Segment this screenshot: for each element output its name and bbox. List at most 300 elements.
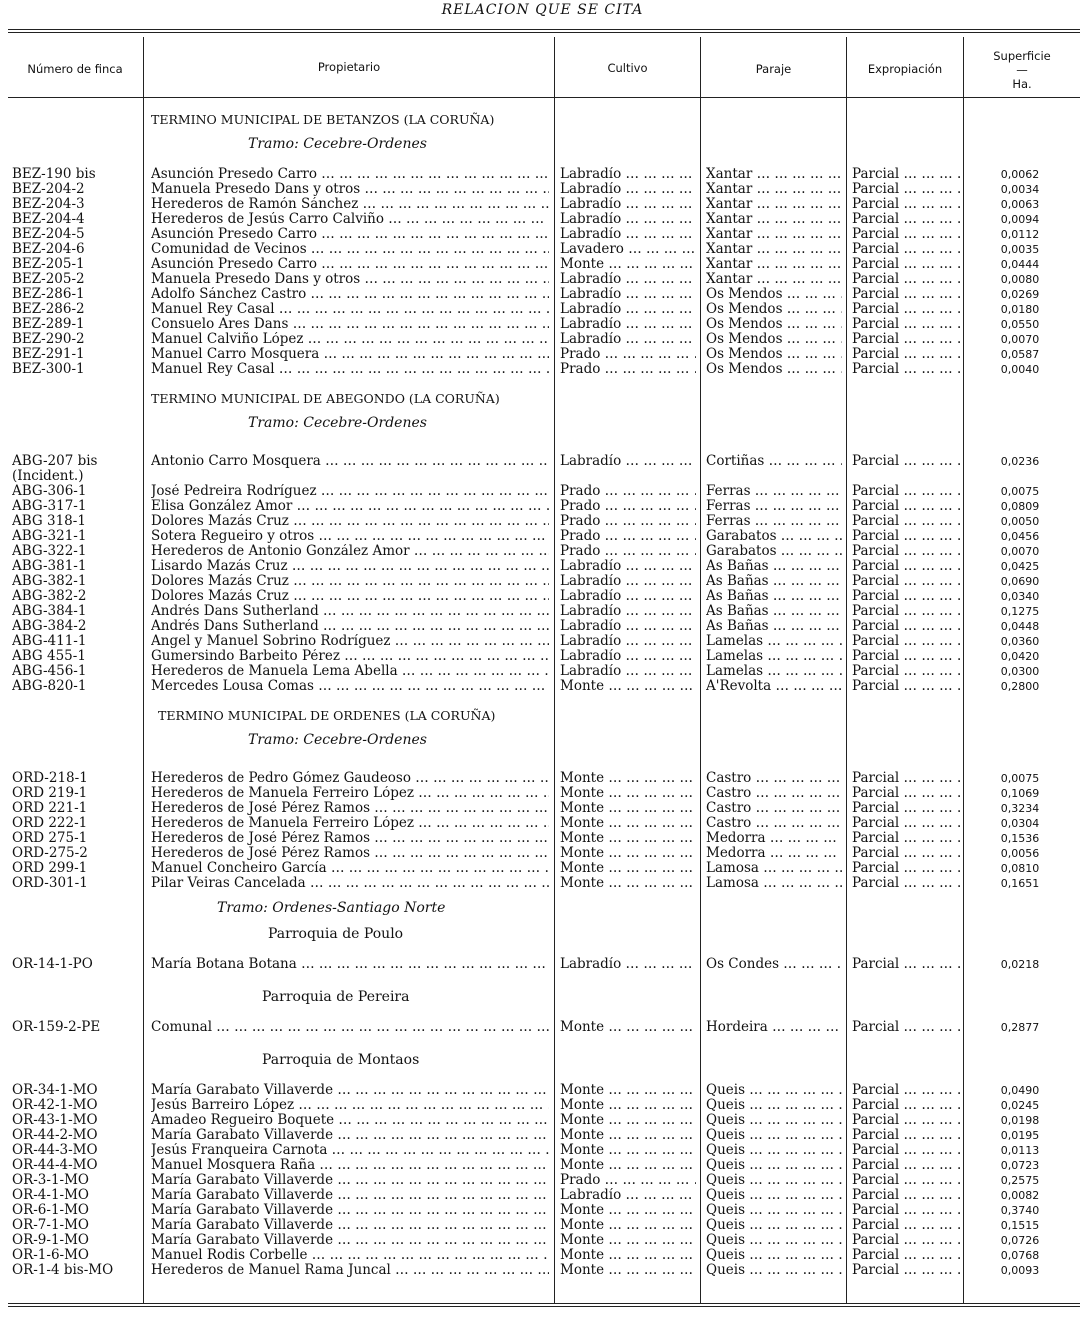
cell-superficie: 0,0075 [1000, 772, 1040, 785]
cell-superficie: 0,0218 [1000, 958, 1040, 971]
spacer [0, 1278, 1085, 1286]
cell-cultivo: Labradío … … … … … … … … … … … … … … … … … … … … … … … … … … … … [560, 619, 696, 634]
termino-heading [0, 391, 1085, 406]
parroquia-heading [0, 988, 1085, 1006]
cell-superficie: 0,0080 [1000, 273, 1040, 286]
cell-numero-finca: OR-9-1-MO [12, 1233, 89, 1248]
cell-superficie: 0,1069 [1000, 787, 1040, 800]
spacer [0, 1043, 1085, 1051]
cell-paraje: Queis … … … … … … … … … … … … … … … … … … … … … … … … … … … … [706, 1263, 842, 1278]
cell-paraje: Xantar … … … … … … … … … … … … … … … … … … … … … … … … … … … … [706, 167, 842, 182]
cell-cultivo: Labradío … … … … … … … … … … … … … … … … … … … … … … … … … … … … [560, 227, 696, 242]
table-row [0, 514, 1085, 529]
cell-numero-finca: ABG-381-1 [12, 559, 87, 574]
cell-paraje: Xantar … … … … … … … … … … … … … … … … … … … … … … … … … … … … [706, 212, 842, 227]
cell-paraje: Lamelas … … … … … … … … … … … … … … … … … … … … … … … … … … … … [706, 649, 842, 664]
table-row [0, 272, 1085, 287]
cell-propietario: Herederos de Manuela Ferreiro López … … … … … … … … … … … … … … … … … … … … … … … … … … … … [151, 816, 549, 831]
tramo-heading-text: Tramo: Cecebre-Ordenes [248, 732, 427, 748]
cell-expropiacion: Parcial … … … … … … … … … … … … … … … … … … … … … … … … … … … … [852, 454, 960, 469]
cell-propietario: Antonio Carro Mosquera … … … … … … … … … … … … … … … … … … … … … … … … … … … … [151, 454, 549, 469]
table-row [0, 1203, 1085, 1218]
cell-expropiacion: Parcial … … … … … … … … … … … … … … … … … … … … … … … … … … … … [852, 816, 960, 831]
table-row [0, 1218, 1085, 1233]
table-row [0, 876, 1085, 891]
spacer [0, 406, 1085, 414]
cell-paraje: Castro … … … … … … … … … … … … … … … … … … … … … … … … … … … … [706, 816, 842, 831]
cell-propietario: Manuel Rey Casal … … … … … … … … … … … … … … … … … … … … … … … … … … … … [151, 362, 549, 377]
cell-expropiacion: Parcial … … … … … … … … … … … … … … … … … … … … … … … … … … … … [852, 589, 960, 604]
table-row [0, 454, 1085, 469]
cell-cultivo: Monte … … … … … … … … … … … … … … … … … … … … … … … … … … … … [560, 771, 696, 786]
table-row [0, 816, 1085, 831]
cell-numero-finca: ABG 318-1 [12, 514, 86, 529]
cell-propietario: María Botana Botana … … … … … … … … … … … … … … … … … … … … … … … … … … … … [151, 957, 549, 972]
cell-paraje: Queis … … … … … … … … … … … … … … … … … … … … … … … … … … … … [706, 1158, 842, 1173]
cell-expropiacion: Parcial … … … … … … … … … … … … … … … … … … … … … … … … … … … … [852, 1263, 960, 1278]
cell-paraje: Lamosa … … … … … … … … … … … … … … … … … … … … … … … … … … … … [706, 876, 842, 891]
cell-superficie: 0,0444 [1000, 258, 1040, 271]
cell-superficie: 0,0063 [1000, 198, 1040, 211]
cell-numero-finca: OR-3-1-MO [12, 1173, 89, 1188]
spacer [0, 1069, 1085, 1083]
table-row [0, 649, 1085, 664]
cell-cultivo: Labradío … … … … … … … … … … … … … … … … … … … … … … … … … … … … [560, 302, 696, 317]
cell-expropiacion: Parcial … … … … … … … … … … … … … … … … … … … … … … … … … … … … [852, 1248, 960, 1263]
cell-propietario: Consuelo Ares Dans … … … … … … … … … … … … … … … … … … … … … … … … … … … … [151, 317, 549, 332]
cell-expropiacion: Parcial … … … … … … … … … … … … … … … … … … … … … … … … … … … … [852, 1098, 960, 1113]
cell-cultivo: Labradío … … … … … … … … … … … … … … … … … … … … … … … … … … … … [560, 287, 696, 302]
cell-superficie: 0,0236 [1000, 455, 1040, 468]
tramo-heading [0, 899, 1085, 917]
tramo-heading [0, 414, 1085, 432]
spacer [0, 153, 1085, 167]
cell-superficie: 0,0035 [1000, 243, 1040, 256]
table-row [0, 332, 1085, 347]
cell-cultivo: Monte … … … … … … … … … … … … … … … … … … … … … … … … … … … … [560, 1203, 696, 1218]
cell-superficie: 0,0456 [1000, 530, 1040, 543]
cell-superficie: 0,0113 [1000, 1144, 1040, 1157]
spacer [0, 980, 1085, 988]
cell-propietario: María Garabato Villaverde … … … … … … … … … … … … … … … … … … … … … … … … … … … … [151, 1203, 549, 1218]
cell-propietario: María Garabato Villaverde … … … … … … … … … … … … … … … … … … … … … … … … … … … … [151, 1173, 549, 1188]
cell-superficie: 0,0587 [1000, 348, 1040, 361]
table-row [0, 589, 1085, 604]
cell-numero-finca: ABG-382-2 [12, 589, 87, 604]
cell-numero-finca: ORD-301-1 [12, 876, 88, 891]
cell-numero-finca: BEZ-290-2 [12, 332, 85, 347]
cell-expropiacion: Parcial … … … … … … … … … … … … … … … … … … … … … … … … … … … … [852, 604, 960, 619]
cell-paraje: Ferras … … … … … … … … … … … … … … … … … … … … … … … … … … … … [706, 484, 842, 499]
cell-numero-finca: BEZ-204-2 [12, 182, 85, 197]
cell-expropiacion: Parcial … … … … … … … … … … … … … … … … … … … … … … … … … … … … [852, 1083, 960, 1098]
cell-cultivo: Labradío … … … … … … … … … … … … … … … … … … … … … … … … … … … … [560, 212, 696, 227]
cell-numero-finca: OR-1-4 bis-MO [12, 1263, 114, 1278]
cell-expropiacion: Parcial … … … … … … … … … … … … … … … … … … … … … … … … … … … … [852, 272, 960, 287]
page-title: RELACION QUE SE CITA [441, 2, 644, 18]
cell-expropiacion: Parcial … … … … … … … … … … … … … … … … … … … … … … … … … … … … [852, 634, 960, 649]
cell-superficie: 0,0269 [1000, 288, 1040, 301]
cell-expropiacion: Parcial … … … … … … … … … … … … … … … … … … … … … … … … … … … … [852, 619, 960, 634]
cell-cultivo: Labradío … … … … … … … … … … … … … … … … … … … … … … … … … … … … [560, 957, 696, 972]
cell-numero-finca: BEZ-286-1 [12, 287, 85, 302]
table-row [0, 1173, 1085, 1188]
cell-numero-finca: BEZ-204-6 [12, 242, 85, 257]
cell-cultivo: Prado … … … … … … … … … … … … … … … … … … … … … … … … … … … … [560, 544, 696, 559]
cell-paraje: As Bañas … … … … … … … … … … … … … … … … … … … … … … … … … … … … [706, 574, 842, 589]
cell-expropiacion: Parcial … … … … … … … … … … … … … … … … … … … … … … … … … … … … [852, 302, 960, 317]
cell-propietario: Manuel Mosquera Raña … … … … … … … … … … … … … … … … … … … … … … … … … … … … [151, 1158, 549, 1173]
cell-propietario: Amadeo Regueiro Boquete … … … … … … … … … … … … … … … … … … … … … … … … … … … … [151, 1113, 549, 1128]
header-paraje: Paraje [755, 62, 792, 76]
cell-numero-finca: ORD 222-1 [12, 816, 88, 831]
cell-cultivo: Labradío … … … … … … … … … … … … … … … … … … … … … … … … … … … … [560, 197, 696, 212]
cell-cultivo: Prado … … … … … … … … … … … … … … … … … … … … … … … … … … … … [560, 514, 696, 529]
cell-paraje: Queis … … … … … … … … … … … … … … … … … … … … … … … … … … … … [706, 1173, 842, 1188]
cell-numero-finca: ABG 455-1 [12, 649, 86, 664]
cell-propietario: Asunción Presedo Carro … … … … … … … … … … … … … … … … … … … … … … … … … … … … [151, 257, 549, 272]
cell-numero-finca: ABG-321-1 [12, 529, 87, 544]
cell-superficie: 0,0768 [1000, 1249, 1040, 1262]
cell-propietario: Manuela Presedo Dans y otros … … … … … … … … … … … … … … … … … … … … … … … … … … … … [151, 272, 549, 287]
cell-superficie: 0,0070 [1000, 333, 1040, 346]
header-superficie-sep: — [1016, 63, 1028, 77]
parroquia-heading [0, 925, 1085, 943]
spacer [0, 723, 1085, 731]
cell-propietario: Manuel Concheiro García … … … … … … … … … … … … … … … … … … … … … … … … … … … … [151, 861, 549, 876]
cell-propietario: María Garabato Villaverde … … … … … … … … … … … … … … … … … … … … … … … … … … … … [151, 1233, 549, 1248]
spacer [0, 1035, 1085, 1043]
cell-propietario: Dolores Mazás Cruz … … … … … … … … … … … … … … … … … … … … … … … … … … … … [151, 574, 549, 589]
table-row [0, 559, 1085, 574]
cell-paraje: Os Mendos … … … … … … … … … … … … … … … … … … … … … … … … … … … … [706, 332, 842, 347]
cell-paraje: Os Mendos … … … … … … … … … … … … … … … … … … … … … … … … … … … … [706, 302, 842, 317]
spacer [0, 891, 1085, 899]
table-row [0, 634, 1085, 649]
cell-paraje: Xantar … … … … … … … … … … … … … … … … … … … … … … … … … … … … [706, 227, 842, 242]
table-row [0, 846, 1085, 861]
cell-propietario: Andrés Dans Sutherland … … … … … … … … … … … … … … … … … … … … … … … … … … … … [151, 619, 549, 634]
cell-cultivo: Monte … … … … … … … … … … … … … … … … … … … … … … … … … … … … [560, 861, 696, 876]
header-superficie [964, 49, 1080, 91]
cell-expropiacion: Parcial … … … … … … … … … … … … … … … … … … … … … … … … … … … … [852, 514, 960, 529]
cell-superficie: 0,1536 [1000, 832, 1040, 845]
table-row [0, 197, 1085, 212]
table-row [0, 957, 1085, 972]
cell-paraje: Medorra … … … … … … … … … … … … … … … … … … … … … … … … … … … … [706, 846, 842, 861]
cell-expropiacion: Parcial … … … … … … … … … … … … … … … … … … … … … … … … … … … … [852, 242, 960, 257]
cell-cultivo: Labradío … … … … … … … … … … … … … … … … … … … … … … … … … … … … [560, 589, 696, 604]
cell-superficie: 0,0198 [1000, 1114, 1040, 1127]
cell-numero-finca: ORD 275-1 [12, 831, 88, 846]
table-row [0, 1020, 1085, 1035]
cell-cultivo: Monte … … … … … … … … … … … … … … … … … … … … … … … … … … … … [560, 876, 696, 891]
cell-propietario: Herederos de Ramón Sánchez … … … … … … … … … … … … … … … … … … … … … … … … … … … … [151, 197, 549, 212]
cell-paraje: As Bañas … … … … … … … … … … … … … … … … … … … … … … … … … … … … [706, 604, 842, 619]
bottom-rule-double [8, 1306, 1080, 1307]
cell-cultivo: Labradío … … … … … … … … … … … … … … … … … … … … … … … … … … … … [560, 182, 696, 197]
cell-superficie: 0,0726 [1000, 1234, 1040, 1247]
cell-cultivo: Prado … … … … … … … … … … … … … … … … … … … … … … … … … … … … [560, 499, 696, 514]
table-row [0, 182, 1085, 197]
table-row [0, 664, 1085, 679]
cell-cultivo: Prado … … … … … … … … … … … … … … … … … … … … … … … … … … … … [560, 362, 696, 377]
cell-cultivo: Labradío … … … … … … … … … … … … … … … … … … … … … … … … … … … … [560, 649, 696, 664]
cell-paraje: Garabatos … … … … … … … … … … … … … … … … … … … … … … … … … … … … [706, 529, 842, 544]
cell-propietario: Pilar Veiras Cancelada … … … … … … … … … … … … … … … … … … … … … … … … … … … … [151, 876, 549, 891]
cell-propietario: José Pedreira Rodríguez … … … … … … … … … … … … … … … … … … … … … … … … … … … … [151, 484, 549, 499]
cell-expropiacion: Parcial … … … … … … … … … … … … … … … … … … … … … … … … … … … … [852, 227, 960, 242]
cell-expropiacion: Parcial … … … … … … … … … … … … … … … … … … … … … … … … … … … … [852, 332, 960, 347]
spacer [0, 127, 1085, 135]
cell-paraje: Queis … … … … … … … … … … … … … … … … … … … … … … … … … … … … [706, 1203, 842, 1218]
cell-paraje: Garabatos … … … … … … … … … … … … … … … … … … … … … … … … … … … … [706, 544, 842, 559]
cell-paraje: Xantar … … … … … … … … … … … … … … … … … … … … … … … … … … … … [706, 257, 842, 272]
cell-expropiacion: Parcial … … … … … … … … … … … … … … … … … … … … … … … … … … … … [852, 1113, 960, 1128]
table-row [0, 362, 1085, 377]
cell-expropiacion: Parcial … … … … … … … … … … … … … … … … … … … … … … … … … … … … [852, 876, 960, 891]
cell-superficie: 0,0420 [1000, 650, 1040, 663]
table-row [0, 1233, 1085, 1248]
cell-cultivo: Monte … … … … … … … … … … … … … … … … … … … … … … … … … … … … [560, 1263, 696, 1278]
cell-cultivo: Monte … … … … … … … … … … … … … … … … … … … … … … … … … … … … [560, 1143, 696, 1158]
cell-paraje: Xantar … … … … … … … … … … … … … … … … … … … … … … … … … … … … [706, 197, 842, 212]
header-expropiacion: Expropiación [867, 62, 943, 76]
cell-superficie: 0,0062 [1000, 168, 1040, 181]
cell-numero-finca: ABG-207 bis [12, 454, 98, 469]
header-rule [8, 97, 1080, 98]
cell-cultivo: Monte … … … … … … … … … … … … … … … … … … … … … … … … … … … … [560, 1098, 696, 1113]
cell-cultivo: Monte … … … … … … … … … … … … … … … … … … … … … … … … … … … … [560, 1248, 696, 1263]
cell-superficie: 0,0195 [1000, 1129, 1040, 1142]
cell-cultivo: Labradío … … … … … … … … … … … … … … … … … … … … … … … … … … … … [560, 604, 696, 619]
cell-numero-finca: OR-43-1-MO [12, 1113, 98, 1128]
cell-numero-finca: ABG-382-1 [12, 574, 87, 589]
cell-numero-finca: ABG-456-1 [12, 664, 87, 679]
cell-cultivo: Labradío … … … … … … … … … … … … … … … … … … … … … … … … … … … … [560, 332, 696, 347]
table-row [0, 499, 1085, 514]
cell-propietario: Herederos de José Pérez Ramos … … … … … … … … … … … … … … … … … … … … … … … … … … … … [151, 846, 549, 861]
cell-propietario: Herederos de José Pérez Ramos … … … … … … … … … … … … … … … … … … … … … … … … … … … … [151, 801, 549, 816]
spacer [0, 1006, 1085, 1020]
cell-expropiacion: Parcial … … … … … … … … … … … … … … … … … … … … … … … … … … … … [852, 559, 960, 574]
cell-superficie: 0,0690 [1000, 575, 1040, 588]
cell-paraje: Queis … … … … … … … … … … … … … … … … … … … … … … … … … … … … [706, 1248, 842, 1263]
cell-expropiacion: Parcial … … … … … … … … … … … … … … … … … … … … … … … … … … … … [852, 257, 960, 272]
cell-propietario: Andrés Dans Sutherland … … … … … … … … … … … … … … … … … … … … … … … … … … … … [151, 604, 549, 619]
spacer [0, 972, 1085, 980]
spacer [0, 763, 1085, 771]
cell-cultivo: Monte … … … … … … … … … … … … … … … … … … … … … … … … … … … … [560, 1128, 696, 1143]
cell-paraje: Os Mendos … … … … … … … … … … … … … … … … … … … … … … … … … … … … [706, 362, 842, 377]
cell-propietario: Dolores Mazás Cruz … … … … … … … … … … … … … … … … … … … … … … … … … … … … [151, 514, 549, 529]
cell-expropiacion: Parcial … … … … … … … … … … … … … … … … … … … … … … … … … … … … [852, 861, 960, 876]
table-row [0, 786, 1085, 801]
cell-propietario: Asunción Presedo Carro … … … … … … … … … … … … … … … … … … … … … … … … … … … … [151, 227, 549, 242]
table-row [0, 604, 1085, 619]
spacer [0, 749, 1085, 763]
cell-expropiacion: Parcial … … … … … … … … … … … … … … … … … … … … … … … … … … … … [852, 212, 960, 227]
cell-numero-finca: BEZ-204-3 [12, 197, 85, 212]
cell-superficie: 0,0360 [1000, 635, 1040, 648]
termino-heading-text: TERMINO MUNICIPAL DE ORDENES (LA CORUÑA) [158, 708, 496, 723]
spacer [0, 943, 1085, 957]
tramo-heading [0, 135, 1085, 153]
cell-paraje: Hordeira … … … … … … … … … … … … … … … … … … … … … … … … … … … … [706, 1020, 842, 1035]
cell-paraje: Queis … … … … … … … … … … … … … … … … … … … … … … … … … … … … [706, 1128, 842, 1143]
cell-expropiacion: Parcial … … … … … … … … … … … … … … … … … … … … … … … … … … … … [852, 347, 960, 362]
cell-numero-finca: BEZ-286-2 [12, 302, 85, 317]
cell-numero-finca: OR-42-1-MO [12, 1098, 98, 1113]
cell-paraje: As Bañas … … … … … … … … … … … … … … … … … … … … … … … … … … … … [706, 619, 842, 634]
cell-expropiacion: Parcial … … … … … … … … … … … … … … … … … … … … … … … … … … … … [852, 544, 960, 559]
cell-numero-finca: ABG-820-1 [12, 679, 87, 694]
cell-numero-finca: BEZ-291-1 [12, 347, 85, 362]
cell-numero-finca: OR-44-2-MO [12, 1128, 98, 1143]
cell-propietario: María Garabato Villaverde … … … … … … … … … … … … … … … … … … … … … … … … … … … … [151, 1218, 549, 1233]
table-row [0, 1158, 1085, 1173]
cell-numero-finca: ORD 221-1 [12, 801, 88, 816]
cell-paraje: Castro … … … … … … … … … … … … … … … … … … … … … … … … … … … … [706, 786, 842, 801]
cell-cultivo: Monte … … … … … … … … … … … … … … … … … … … … … … … … … … … … [560, 1020, 696, 1035]
cell-expropiacion: Parcial … … … … … … … … … … … … … … … … … … … … … … … … … … … … [852, 362, 960, 377]
cell-superficie: 0,0425 [1000, 560, 1040, 573]
cell-paraje: Lamelas … … … … … … … … … … … … … … … … … … … … … … … … … … … … [706, 664, 842, 679]
parroquia-heading [0, 1051, 1085, 1069]
cell-expropiacion: Parcial … … … … … … … … … … … … … … … … … … … … … … … … … … … … [852, 1143, 960, 1158]
cell-superficie: 0,0056 [1000, 847, 1040, 860]
cell-paraje: Xantar … … … … … … … … … … … … … … … … … … … … … … … … … … … … [706, 272, 842, 287]
table-row [0, 257, 1085, 272]
cell-propietario: Asunción Presedo Carro … … … … … … … … … … … … … … … … … … … … … … … … … … … … [151, 167, 549, 182]
cell-propietario: Herederos de José Pérez Ramos … … … … … … … … … … … … … … … … … … … … … … … … … … … … [151, 831, 549, 846]
cell-cultivo: Labradío … … … … … … … … … … … … … … … … … … … … … … … … … … … … [560, 574, 696, 589]
cell-propietario: Manuel Rodis Corbelle … … … … … … … … … … … … … … … … … … … … … … … … … … … … [151, 1248, 549, 1263]
cell-expropiacion: Parcial … … … … … … … … … … … … … … … … … … … … … … … … … … … … [852, 649, 960, 664]
cell-propietario: Herederos de Manuela Lema Abella … … … … … … … … … … … … … … … … … … … … … … … … … … … … [151, 664, 549, 679]
cell-cultivo: Lavadero … … … … … … … … … … … … … … … … … … … … … … … … … … … … [560, 242, 696, 257]
tramo-heading-text: Tramo: Ordenes-Santiago Norte [217, 900, 446, 916]
table-row [0, 1098, 1085, 1113]
cell-superficie: 0,0340 [1000, 590, 1040, 603]
cell-paraje: Os Mendos … … … … … … … … … … … … … … … … … … … … … … … … … … … … [706, 287, 842, 302]
cell-paraje: As Bañas … … … … … … … … … … … … … … … … … … … … … … … … … … … … [706, 589, 842, 604]
cell-cultivo: Monte … … … … … … … … … … … … … … … … … … … … … … … … … … … … [560, 816, 696, 831]
cell-superficie: 0,0300 [1000, 665, 1040, 678]
table-row [0, 801, 1085, 816]
cell-cultivo: Monte … … … … … … … … … … … … … … … … … … … … … … … … … … … … [560, 846, 696, 861]
table-row [0, 317, 1085, 332]
table-row [0, 227, 1085, 242]
parroquia-heading-text: Parroquia de Pereira [262, 989, 410, 1005]
table-row [0, 771, 1085, 786]
table-row [0, 1083, 1085, 1098]
parroquia-heading-text: Parroquia de Poulo [268, 926, 404, 942]
header-propietario: Propietario [317, 60, 381, 74]
spacer [0, 917, 1085, 925]
table-row [0, 287, 1085, 302]
cell-expropiacion: Parcial … … … … … … … … … … … … … … … … … … … … … … … … … … … … [852, 1173, 960, 1188]
cell-superficie: 0,0723 [1000, 1159, 1040, 1172]
cell-propietario: Manuel Carro Mosquera … … … … … … … … … … … … … … … … … … … … … … … … … … … … [151, 347, 549, 362]
table-row [0, 347, 1085, 362]
cell-propietario: Herederos de Antonio González Amor … … … … … … … … … … … … … … … … … … … … … … … … … … … … [151, 544, 549, 559]
cell-cultivo: Monte … … … … … … … … … … … … … … … … … … … … … … … … … … … … [560, 1158, 696, 1173]
cell-numero-finca: BEZ-289-1 [12, 317, 85, 332]
cell-superficie: 0,0810 [1000, 862, 1040, 875]
cell-propietario: Adolfo Sánchez Castro … … … … … … … … … … … … … … … … … … … … … … … … … … … … [151, 287, 549, 302]
cell-numero-finca: OR-7-1-MO [12, 1218, 89, 1233]
cell-cultivo: Labradío … … … … … … … … … … … … … … … … … … … … … … … … … … … … [560, 664, 696, 679]
cell-cultivo: Prado … … … … … … … … … … … … … … … … … … … … … … … … … … … … [560, 1173, 696, 1188]
top-rule-double [8, 32, 1080, 33]
cell-numero-finca: BEZ-300-1 [12, 362, 85, 377]
parroquia-heading-text: Parroquia de Montaos [262, 1052, 420, 1068]
cell-numero-finca: (Incident.) [12, 469, 84, 484]
table-row [0, 619, 1085, 634]
table-row [0, 1188, 1085, 1203]
cell-expropiacion: Parcial … … … … … … … … … … … … … … … … … … … … … … … … … … … … [852, 679, 960, 694]
cell-superficie: 0,1275 [1000, 605, 1040, 618]
cell-cultivo: Monte … … … … … … … … … … … … … … … … … … … … … … … … … … … … [560, 831, 696, 846]
cell-propietario: Manuela Presedo Dans y otros … … … … … … … … … … … … … … … … … … … … … … … … … … … … [151, 182, 549, 197]
cell-paraje: Xantar … … … … … … … … … … … … … … … … … … … … … … … … … … … … [706, 182, 842, 197]
table-row [0, 861, 1085, 876]
cell-expropiacion: Parcial … … … … … … … … … … … … … … … … … … … … … … … … … … … … [852, 1218, 960, 1233]
cell-paraje: Xantar … … … … … … … … … … … … … … … … … … … … … … … … … … … … [706, 242, 842, 257]
cell-numero-finca: ORD-218-1 [12, 771, 88, 786]
termino-heading [0, 112, 1085, 127]
cell-cultivo: Prado … … … … … … … … … … … … … … … … … … … … … … … … … … … … [560, 347, 696, 362]
cell-paraje: Lamelas … … … … … … … … … … … … … … … … … … … … … … … … … … … … [706, 634, 842, 649]
cell-propietario: Herederos de Manuela Ferreiro López … … … … … … … … … … … … … … … … … … … … … … … … … … … … [151, 786, 549, 801]
cell-cultivo: Prado … … … … … … … … … … … … … … … … … … … … … … … … … … … … [560, 529, 696, 544]
cell-expropiacion: Parcial … … … … … … … … … … … … … … … … … … … … … … … … … … … … [852, 1020, 960, 1035]
termino-heading [0, 708, 1085, 723]
cell-numero-finca: OR-34-1-MO [12, 1083, 98, 1098]
bottom-rule [8, 1303, 1080, 1304]
cell-numero-finca: BEZ-205-2 [12, 272, 85, 287]
cell-cultivo: Prado … … … … … … … … … … … … … … … … … … … … … … … … … … … … [560, 484, 696, 499]
cell-superficie: 0,2800 [1000, 680, 1040, 693]
table-row [0, 529, 1085, 544]
cell-cultivo: Labradío … … … … … … … … … … … … … … … … … … … … … … … … … … … … [560, 317, 696, 332]
spacer [0, 377, 1085, 391]
cell-numero-finca: ABG-317-1 [12, 499, 87, 514]
cell-superficie: 0,0809 [1000, 500, 1040, 513]
cell-numero-finca: ABG-306-1 [12, 484, 87, 499]
cell-paraje: Os Mendos … … … … … … … … … … … … … … … … … … … … … … … … … … … … [706, 347, 842, 362]
cell-paraje: As Bañas … … … … … … … … … … … … … … … … … … … … … … … … … … … … [706, 559, 842, 574]
table-row [0, 242, 1085, 257]
cell-expropiacion: Parcial … … … … … … … … … … … … … … … … … … … … … … … … … … … … [852, 771, 960, 786]
cell-propietario: Lisardo Mazás Cruz … … … … … … … … … … … … … … … … … … … … … … … … … … … … [151, 559, 549, 574]
cell-paraje: A'Revolta … … … … … … … … … … … … … … … … … … … … … … … … … … … … [706, 679, 842, 694]
cell-paraje: Ferras … … … … … … … … … … … … … … … … … … … … … … … … … … … … [706, 499, 842, 514]
table-row [0, 484, 1085, 499]
cell-propietario: Comunidad de Vecinos … … … … … … … … … … … … … … … … … … … … … … … … … … … … [151, 242, 549, 257]
cell-cultivo: Labradío … … … … … … … … … … … … … … … … … … … … … … … … … … … … [560, 1188, 696, 1203]
cell-numero-finca: ABG-384-1 [12, 604, 87, 619]
cell-superficie: 0,2575 [1000, 1174, 1040, 1187]
table-body [0, 112, 1085, 1286]
cell-propietario: Mercedes Lousa Comas … … … … … … … … … … … … … … … … … … … … … … … … … … … … [151, 679, 549, 694]
tramo-heading-text: Tramo: Cecebre-Ordenes [248, 136, 427, 152]
cell-superficie: 0,0034 [1000, 183, 1040, 196]
cell-expropiacion: Parcial … … … … … … … … … … … … … … … … … … … … … … … … … … … … [852, 499, 960, 514]
cell-cultivo: Monte … … … … … … … … … … … … … … … … … … … … … … … … … … … … [560, 786, 696, 801]
cell-numero-finca: OR-159-2-PE [12, 1020, 101, 1035]
